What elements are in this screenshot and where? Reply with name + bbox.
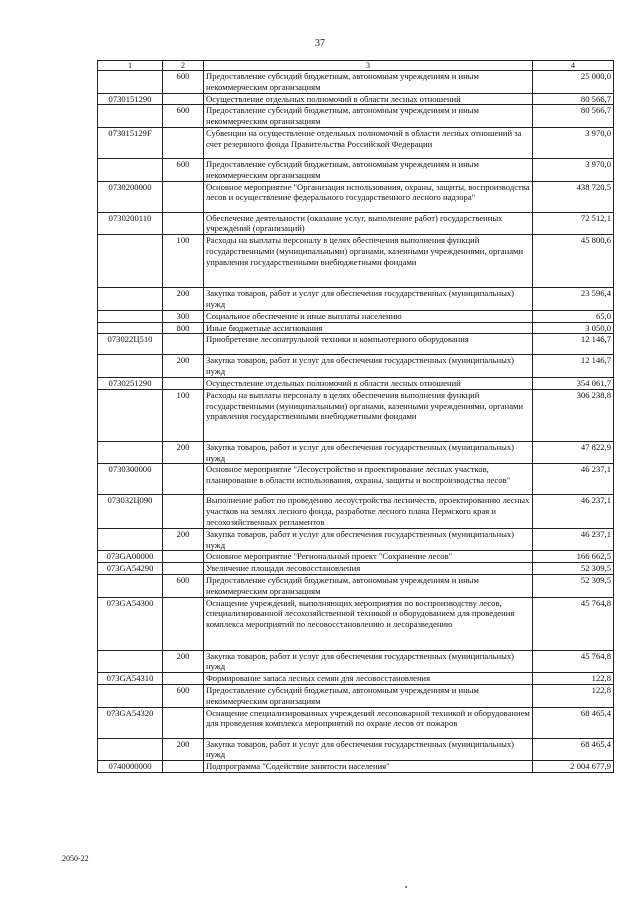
row-name: Основное мероприятие "Лесоустройство и проектирование лесных участков, планирование в области использования, охраны, защиты и воспроизводства лесов" (204, 464, 533, 495)
row-expense-type (163, 551, 204, 563)
table-row (98, 597, 614, 650)
table-row (98, 761, 614, 773)
row-amount: 46 237,1 (533, 495, 614, 528)
row-expense-type: 600 (163, 158, 204, 181)
row-amount: 12 146,7 (533, 334, 614, 355)
row-expense-type (163, 93, 204, 105)
table-row (98, 707, 614, 738)
table-header-row (98, 61, 614, 71)
row-expense-type: 600 (163, 574, 204, 597)
row-expense-type (163, 181, 204, 212)
row-name: Выполнение работ по проведению лесоустройства лесничеств, проектированию лесных участков на землях лесного фонда, разработке лесного плана Пермского края и лесохозяйственных регламентов (204, 495, 533, 528)
row-expense-type (163, 464, 204, 495)
row-amount: 52 309,5 (533, 574, 614, 597)
row-code (98, 310, 163, 322)
row-code: 073GA54310 (98, 673, 163, 685)
row-code (98, 355, 163, 378)
table-row (98, 334, 614, 355)
row-code: 0730151290 (98, 93, 163, 105)
row-amount: 47 822,9 (533, 441, 614, 464)
row-name: Основное мероприятие "Организация использования, охраны, защиты, воспроизводства лесов и осуществление федерального государственного лесного надзора" (204, 181, 533, 212)
table-row (98, 355, 614, 378)
table-row (98, 389, 614, 441)
table-row (98, 158, 614, 181)
table-row (98, 310, 614, 322)
row-amount: 166 662,5 (533, 551, 614, 563)
row-name: Осуществление отдельных полномочий в области лесных отношений (204, 93, 533, 105)
row-amount: 80 566,7 (533, 105, 614, 128)
row-code: 073022Ц510 (98, 334, 163, 355)
table-row (98, 673, 614, 685)
table-row (98, 528, 614, 551)
row-expense-type: 200 (163, 650, 204, 673)
table-row (98, 684, 614, 707)
row-amount: 72 512,1 (533, 212, 614, 235)
row-code (98, 650, 163, 673)
row-name: Подпрограмма "Содействие занятости населения" (204, 761, 533, 773)
row-name: Предоставление субсидий бюджетным, автономным учреждениям и иным некоммерческим организациям (204, 574, 533, 597)
row-amount: 122,8 (533, 684, 614, 707)
row-amount: 46 237,1 (533, 528, 614, 551)
row-amount: 2 004 677,9 (533, 761, 614, 773)
row-code (98, 235, 163, 288)
row-expense-type: 100 (163, 389, 204, 441)
row-name: Расходы на выплаты персоналу в целях обеспечения выполнения функций государственными (муниципальными) органами, казенными учреждениями, органами управления государственными внебюджетными фондами (204, 389, 533, 441)
row-name: Закупка товаров, работ и услуг для обеспечения государственных (муниципальных) нужд (204, 738, 533, 761)
row-name: Предоставление субсидий бюджетным, автономным учреждениям и иным некоммерческим организациям (204, 105, 533, 128)
table-row (98, 650, 614, 673)
row-code (98, 288, 163, 311)
table-row (98, 181, 614, 212)
row-amount: 68 465,4 (533, 707, 614, 738)
row-amount: 45 764,8 (533, 650, 614, 673)
row-code (98, 738, 163, 761)
row-name: Закупка товаров, работ и услуг для обеспечения государственных (муниципальных) нужд (204, 441, 533, 464)
row-code: 0730200110 (98, 212, 163, 235)
row-expense-type: 200 (163, 528, 204, 551)
row-expense-type (163, 334, 204, 355)
row-name: Оснащение специализированных учреждений лесопожарной техникой и оборудованием для проведения комплекса мероприятий по охране лесов от пожаров (204, 707, 533, 738)
table-row (98, 288, 614, 311)
table-row (98, 105, 614, 128)
table-row (98, 93, 614, 105)
table-row (98, 574, 614, 597)
row-expense-type (163, 212, 204, 235)
row-name: Предоставление субсидий бюджетным, автономным учреждениям и иным некоммерческим организациям (204, 158, 533, 181)
row-name: Увеличение площади лесовосстановления (204, 563, 533, 575)
row-amount: 354 061,7 (533, 377, 614, 389)
row-name: Оснащение учреждений, выполняющих мероприятия по воспроизводству лесов, специализированной лесохозяйственной техникой и оборудованием для проведения комплекса мероприятий по лесовосстановлению и лесоразведению (204, 597, 533, 650)
row-amount: 65,0 (533, 310, 614, 322)
row-expense-type (163, 495, 204, 528)
row-code (98, 158, 163, 181)
row-expense-type: 200 (163, 355, 204, 378)
row-expense-type (163, 377, 204, 389)
row-expense-type: 300 (163, 310, 204, 322)
row-amount: 68 465,4 (533, 738, 614, 761)
row-expense-type: 600 (163, 71, 204, 94)
row-name: Субвенции на осуществление отдельных полномочий в области лесных отношений за счет резервного фонда Правительства Российской Федерации (204, 127, 533, 158)
table-row (98, 127, 614, 158)
table-body (98, 71, 614, 773)
scan-speck (405, 886, 407, 888)
row-expense-type: 200 (163, 288, 204, 311)
row-expense-type (163, 673, 204, 685)
row-name: Социальное обеспечение и иные выплаты населению (204, 310, 533, 322)
row-amount: 45 800,6 (533, 235, 614, 288)
row-amount: 3 970,0 (533, 127, 614, 158)
row-expense-type: 600 (163, 105, 204, 128)
budget-table (97, 60, 614, 773)
row-expense-type: 100 (163, 235, 204, 288)
row-expense-type: 800 (163, 322, 204, 334)
row-expense-type (163, 127, 204, 158)
row-amount: 438 720,5 (533, 181, 614, 212)
header-name: 3 (204, 61, 533, 71)
row-amount: 3 050,0 (533, 322, 614, 334)
table-row (98, 738, 614, 761)
row-amount: 25 000,0 (533, 71, 614, 94)
row-expense-type: 200 (163, 441, 204, 464)
row-code: 0730251290 (98, 377, 163, 389)
row-amount: 12 146,7 (533, 355, 614, 378)
table-row (98, 71, 614, 94)
table-row (98, 464, 614, 495)
header-code: 1 (98, 61, 163, 71)
table-row (98, 235, 614, 288)
table-row (98, 212, 614, 235)
row-code: 073015129F (98, 127, 163, 158)
row-name: Приобретение лесопатрульной техники и компьютерного оборудования (204, 334, 533, 355)
row-name: Осуществление отдельных полномочий в области лесных отношений (204, 377, 533, 389)
table-row (98, 563, 614, 575)
row-name: Закупка товаров, работ и услуг для обеспечения государственных (муниципальных) нужд (204, 650, 533, 673)
row-amount: 23 596,4 (533, 288, 614, 311)
row-expense-type (163, 707, 204, 738)
row-name: Закупка товаров, работ и услуг для обеспечения государственных (муниципальных) нужд (204, 288, 533, 311)
row-amount: 45 764,8 (533, 597, 614, 650)
header-expense-type: 2 (163, 61, 204, 71)
row-amount: 3 970,0 (533, 158, 614, 181)
table-row (98, 441, 614, 464)
row-code (98, 574, 163, 597)
row-code: 0730200000 (98, 181, 163, 212)
row-name: Закупка товаров, работ и услуг для обеспечения государственных (муниципальных) нужд (204, 355, 533, 378)
row-name: Основное мероприятие "Региональный проект "Сохранение лесов" (204, 551, 533, 563)
row-code (98, 684, 163, 707)
row-code: 073GA54300 (98, 597, 163, 650)
row-code (98, 71, 163, 94)
table-row (98, 377, 614, 389)
row-expense-type: 600 (163, 684, 204, 707)
row-amount: 46 237,1 (533, 464, 614, 495)
table-row (98, 551, 614, 563)
row-code (98, 389, 163, 441)
row-amount: 52 309,5 (533, 563, 614, 575)
row-amount: 80 566,7 (533, 93, 614, 105)
row-code (98, 528, 163, 551)
row-code: 073032Ц090 (98, 495, 163, 528)
row-name: Предоставление субсидий бюджетным, автономным учреждениям и иным некоммерческим организациям (204, 684, 533, 707)
page-number: 37 (315, 38, 325, 49)
row-name: Иные бюджетные ассигнования (204, 322, 533, 334)
row-name: Закупка товаров, работ и услуг для обеспечения государственных (муниципальных) нужд (204, 528, 533, 551)
table-row (98, 322, 614, 334)
row-code: 073GA54290 (98, 563, 163, 575)
row-code: 073GA54320 (98, 707, 163, 738)
row-amount: 306 238,8 (533, 389, 614, 441)
row-code (98, 322, 163, 334)
row-expense-type: 200 (163, 738, 204, 761)
row-name: Обеспечение деятельности (оказание услуг, выполнение работ) государственных учреждений (организаций) (204, 212, 533, 235)
row-code: 0730300000 (98, 464, 163, 495)
header-amount: 4 (533, 61, 614, 71)
row-expense-type (163, 563, 204, 575)
document-code: 2050-22 (62, 854, 89, 863)
row-code (98, 105, 163, 128)
row-code (98, 441, 163, 464)
row-code: 073GA00000 (98, 551, 163, 563)
row-expense-type (163, 597, 204, 650)
row-amount: 122,8 (533, 673, 614, 685)
row-name: Расходы на выплаты персоналу в целях обеспечения выполнения функций государственными (муниципальными) органами, казенными учреждениями, органами управления государственными внебюджетными фондами (204, 235, 533, 288)
row-code: 0740000000 (98, 761, 163, 773)
table-row (98, 495, 614, 528)
row-name: Предоставление субсидий бюджетным, автономным учреждениям и иным некоммерческим организациям (204, 71, 533, 94)
row-name: Формирование запаса лесных семян для лесовосстановления (204, 673, 533, 685)
row-expense-type (163, 761, 204, 773)
